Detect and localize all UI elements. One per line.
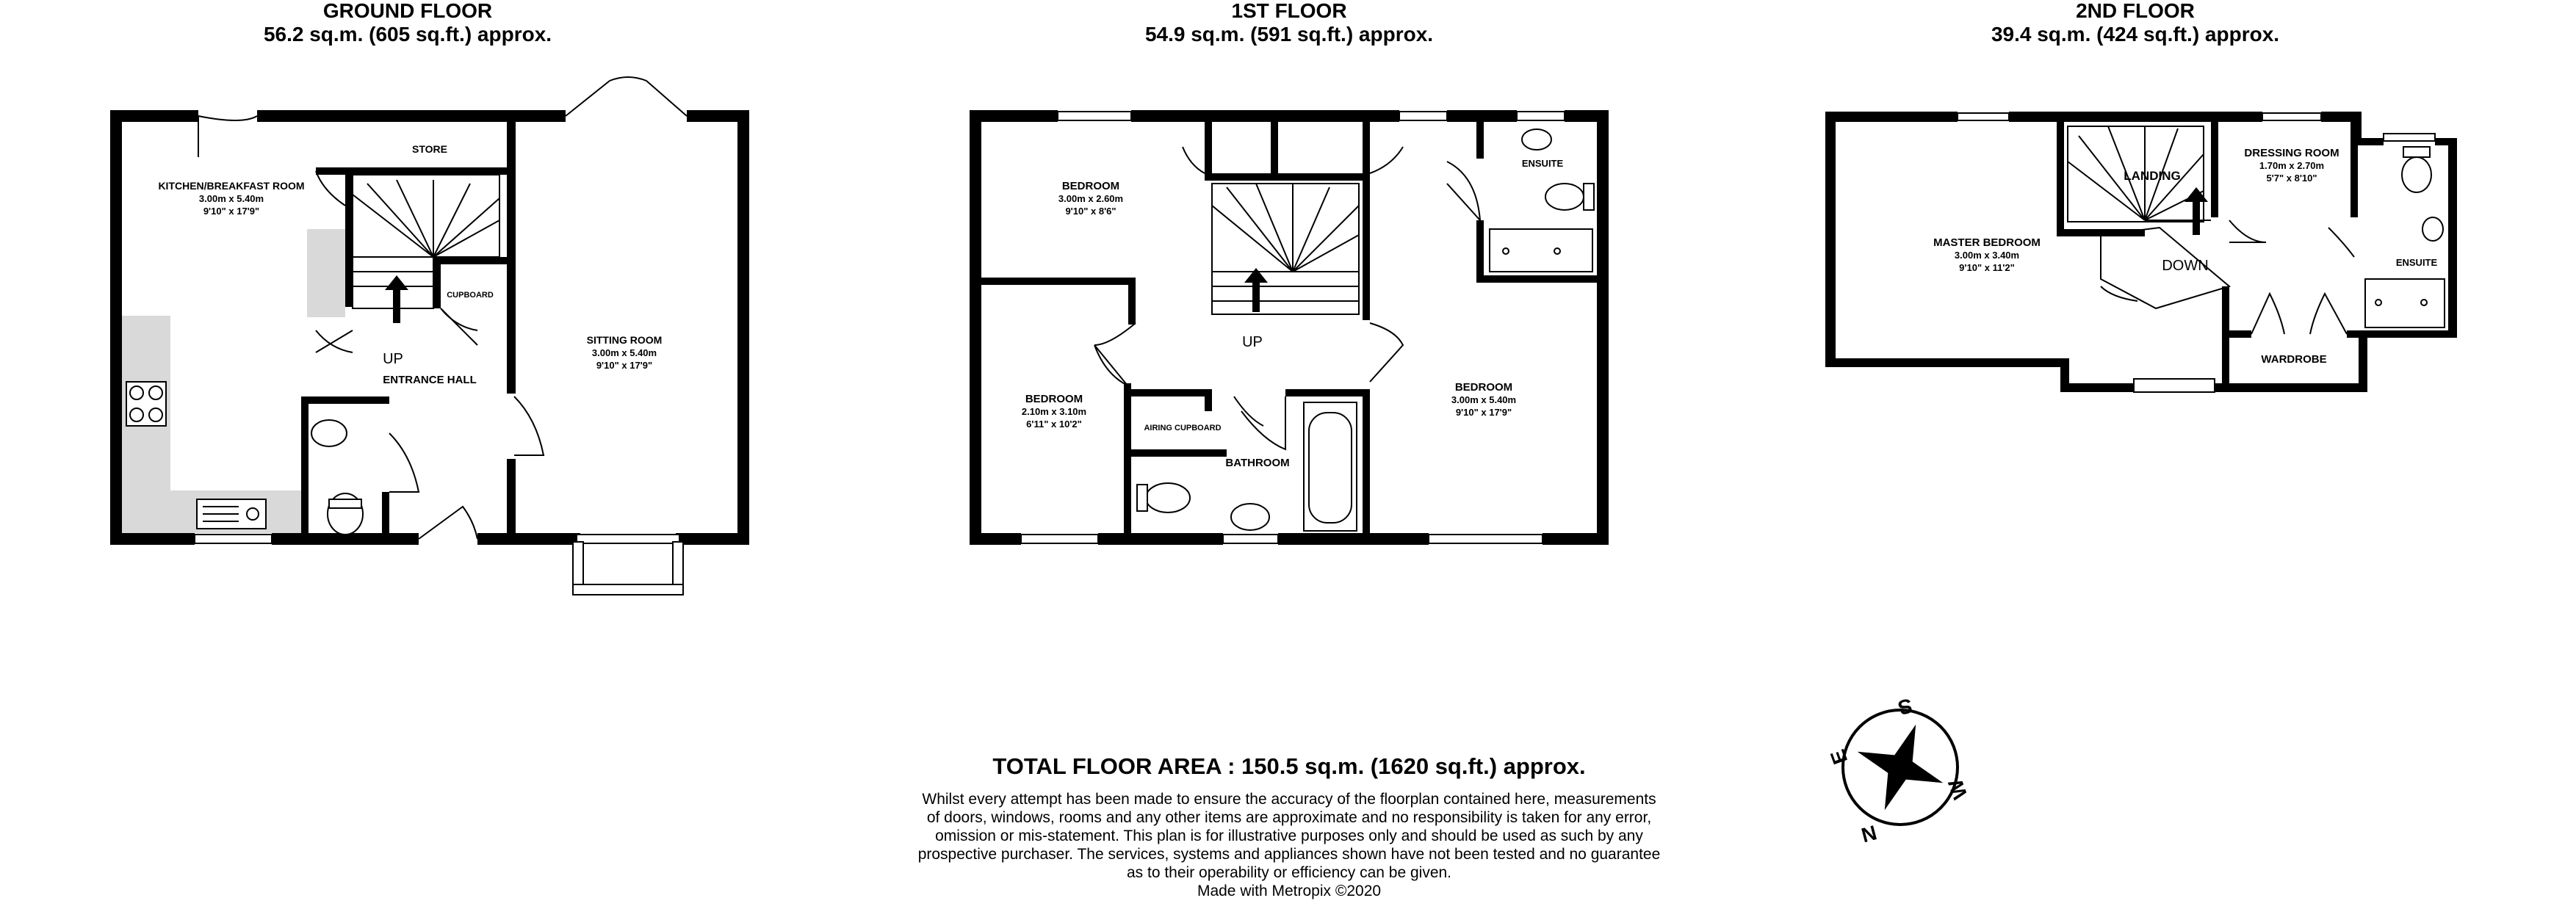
- ground-floor-plan: [110, 77, 749, 595]
- sf-wall-left: [1825, 112, 1836, 367]
- disclaimer-line: of doors, windows, rooms and any other items are approximate and no responsibility is taken for any error,: [926, 809, 1652, 826]
- gf-door-cupboard: [441, 308, 477, 345]
- ff-wall-bed2-right: [1124, 383, 1131, 533]
- gf-wall-wc-left: [301, 396, 309, 533]
- gf-staircase-icon: [353, 175, 499, 323]
- ff-bed1-name: BEDROOM: [1061, 180, 1120, 192]
- ground-floor-area: 56.2 sq.m. (605 sq.ft.) approx.: [263, 23, 552, 46]
- sf-master-imperial: 9'10" x 11'2": [1959, 262, 2015, 273]
- ff-wall-bed1-bottom: [981, 278, 1136, 285]
- gf-wc-fixtures: [311, 420, 363, 535]
- sf-wall-bottom-c: [2215, 383, 2367, 392]
- ff-door-bed3: [1370, 147, 1403, 173]
- ff-bathroom-label: BATHROOM: [1225, 457, 1290, 469]
- ff-wall-bed1-right: [1128, 278, 1136, 325]
- sf-down-label: DOWN: [2162, 258, 2209, 274]
- ff-window-bed1: [1058, 112, 1131, 120]
- sf-window-dressing: [2262, 113, 2321, 120]
- ff-wall-bed1-door: [1205, 122, 1212, 181]
- ff-up-label: UP: [1242, 334, 1263, 350]
- gf-wall-cupboard-left: [433, 257, 441, 308]
- ff-bed2-name: BEDROOM: [1025, 393, 1083, 405]
- kitchen-imperial: 9'10" x 17'9": [203, 206, 260, 217]
- compass-n: N: [1858, 821, 1880, 847]
- gf-wall-sitting-lower: [507, 459, 516, 533]
- ff-wall-stair-right: [1363, 122, 1370, 320]
- ff-bed1-imperial: 9'10" x 8'6": [1065, 206, 1116, 217]
- sitting-imperial: 9'10" x 17'9": [596, 360, 653, 371]
- disclaimer-line: prospective purchaser. The services, systems and appliances shown have not been tested and no guarantee: [917, 846, 1661, 863]
- ff-wall-airing-stub: [1205, 389, 1212, 411]
- ff-wall-bottom-c: [1278, 533, 1429, 545]
- ff-wall-ensuite-bottom: [1476, 275, 1597, 283]
- sf-master-metric: 3.00m x 3.40m: [1954, 250, 2020, 261]
- ff-window-ensuite: [1517, 112, 1565, 120]
- sf-wall-bottom-a: [1825, 358, 2068, 367]
- ff-wall-bottom-b: [1098, 533, 1223, 545]
- gf-french-door-icon: [566, 77, 687, 116]
- ff-bed2-imperial: 6'11" x 10'2": [1026, 419, 1082, 430]
- disclaimer-line: Whilst every attempt has been made to ensure the accuracy of the floorplan contained here, measurements: [922, 791, 1656, 808]
- hob-icon: [126, 382, 166, 426]
- ff-wall-mid: [1271, 122, 1278, 173]
- kitchen-sink-icon: [197, 499, 266, 529]
- sf-wardrobe-doors: [2251, 294, 2347, 334]
- ff-window-bed3: [1429, 535, 1543, 543]
- sf-wall-right: [2448, 138, 2457, 336]
- ff-wall-bath-right: [1363, 389, 1370, 533]
- ff-wall-left: [970, 110, 981, 545]
- second-floor-area: 39.4 sq.m. (424 sq.ft.) approx.: [1991, 23, 2280, 46]
- gf-door-store: [316, 171, 345, 206]
- sitting-metric: 3.00m x 5.40m: [591, 347, 657, 358]
- ff-wall-top-a: [970, 110, 1058, 122]
- ff-wall-ensuite-left2: [1476, 220, 1484, 283]
- sf-landing-label: LANDING: [2124, 169, 2181, 183]
- ff-door-bathroom: [1241, 396, 1285, 449]
- entrance-hall-label: ENTRANCE HALL: [383, 374, 477, 386]
- sf-wall-dressing-right: [2350, 122, 2358, 217]
- gf-wall-sitting-upper: [507, 122, 516, 394]
- ff-bed3-metric: 3.00m x 5.40m: [1451, 394, 1517, 405]
- metropix-credit: Made with Metropix ©2020: [1197, 883, 1382, 899]
- sf-dressing-metric: 1.70m x 2.70m: [2259, 160, 2325, 171]
- ff-ensuite-fixtures: [1490, 129, 1594, 272]
- sf-wall-wardrobe-top-a: [2222, 330, 2251, 338]
- compass-icon: [1826, 694, 1972, 847]
- gf-bay-window: [573, 535, 683, 595]
- disclaimer: [918, 791, 1661, 899]
- gf-wall-stair-left: [345, 175, 353, 307]
- sf-ensuite-fixtures: [2365, 147, 2445, 327]
- ff-wall-airing-top: [1131, 389, 1205, 396]
- first-floor-plan: [970, 110, 1609, 545]
- first-floor-title: 1ST FLOOR: [1231, 0, 1347, 22]
- ff-window-landing: [1399, 112, 1447, 120]
- gf-door-hall: [316, 330, 353, 352]
- ff-wall-bath-top: [1285, 389, 1366, 396]
- second-floor-plan: [1825, 112, 2457, 392]
- sf-door-ensuite: [2328, 228, 2354, 257]
- ff-wall-top-c: [1447, 110, 1517, 122]
- ff-wall-bottom-a: [970, 533, 1021, 545]
- gf-wall-left: [110, 110, 122, 545]
- ff-wall-bottom-d: [1543, 533, 1609, 545]
- ff-bed1-metric: 3.00m x 2.60m: [1058, 193, 1124, 204]
- sf-wall-top-b: [2009, 112, 2262, 122]
- compass-s: S: [1895, 694, 1915, 720]
- sf-wall-bottom-b: [2060, 383, 2134, 392]
- ff-door-bed3b: [1370, 323, 1403, 382]
- sitting-name: SITTING ROOM: [586, 334, 663, 346]
- compass-e: E: [1825, 746, 1852, 767]
- gf-door-kitchen: [198, 116, 257, 157]
- store-label: STORE: [412, 143, 447, 155]
- sf-wall-landing-right: [2211, 122, 2218, 217]
- gf-wall-bottom-a: [110, 533, 195, 545]
- ff-wall-top-b: [1131, 110, 1399, 122]
- gf-door-wc: [389, 433, 419, 492]
- ff-door-bed1: [1183, 147, 1205, 173]
- gf-wall-wc-top: [301, 396, 389, 404]
- gf-wall-right: [737, 110, 749, 545]
- first-floor-area: 54.9 sq.m. (591 sq.ft.) approx.: [1144, 23, 1434, 46]
- ff-wall-ensuite-left: [1476, 122, 1484, 159]
- disclaimer-line: as to their operability or efficiency can be given.: [1126, 864, 1452, 881]
- sf-wall-ensuite-bottom: [2359, 330, 2457, 338]
- kitchen-counter-island: [307, 229, 345, 317]
- sf-wall-top-a: [1825, 112, 1958, 122]
- gf-front-door: [419, 507, 477, 539]
- cupboard-label: CUPBOARD: [447, 291, 494, 300]
- sf-door-dressing: [2229, 220, 2266, 242]
- ff-ensuite-label: ENSUITE: [1521, 158, 1564, 169]
- sf-window-master: [1958, 113, 2009, 120]
- ff-wall-right: [1597, 110, 1609, 545]
- kitchen-metric: 3.00m x 5.40m: [198, 193, 264, 204]
- ff-door-bed2: [1094, 345, 1128, 385]
- gf-window-kitchen: [195, 535, 272, 543]
- gf-wall-bottom-d: [676, 533, 749, 545]
- sf-window-bottom: [2134, 379, 2215, 392]
- sf-window-ensuite: [2384, 134, 2435, 141]
- sf-wall-landing-left: [2057, 122, 2064, 236]
- ff-window-bed2: [1021, 535, 1098, 543]
- kitchen-name: KITCHEN/BREAKFAST ROOM: [158, 180, 305, 192]
- disclaimer-line: omission or mis-statement. This plan is for illustrative purposes only and should be used as such by any: [935, 827, 1643, 844]
- compass-w: W: [1944, 776, 1972, 803]
- ff-wall-airing-bottom: [1131, 449, 1227, 457]
- ff-bed3-name: BEDROOM: [1454, 381, 1513, 394]
- gf-wall-wc-right: [382, 492, 389, 533]
- ff-window-bath: [1223, 535, 1278, 543]
- gf-wall-top-mid: [257, 110, 566, 122]
- gf-wall-bottom-c: [477, 533, 580, 545]
- gf-door-sitting: [514, 396, 544, 455]
- sf-wall-wardrobe-right: [2359, 330, 2367, 392]
- second-floor-header: [1991, 0, 2279, 46]
- ground-floor-title: GROUND FLOOR: [322, 0, 493, 22]
- sf-wall-step2: [2354, 138, 2384, 145]
- ff-bed3-imperial: 9'10" x 17'9": [1455, 407, 1512, 418]
- first-floor-header: [1145, 0, 1433, 46]
- gf-up-label: UP: [383, 351, 403, 367]
- ff-staircase-icon: [1212, 184, 1359, 314]
- gf-wall-top-left: [110, 110, 198, 122]
- ff-bed2-metric: 2.10m x 3.10m: [1021, 406, 1087, 417]
- sf-wardrobe-label: WARDROBE: [2261, 353, 2327, 366]
- second-floor-title: 2ND FLOOR: [2076, 0, 2195, 22]
- total-floor-area: TOTAL FLOOR AREA : 150.5 sq.m. (1620 sq.ft.) approx.: [992, 753, 1586, 779]
- ff-door-bed1b: [1094, 323, 1136, 345]
- sf-ensuite-label: ENSUITE: [2395, 257, 2438, 268]
- ground-floor-header: [264, 0, 552, 46]
- ff-wall-stair-top: [1205, 173, 1370, 181]
- gf-wall-store: [316, 167, 508, 175]
- sf-wall-wardrobe-top-b: [2347, 330, 2362, 338]
- ff-door-ensuite: [1447, 162, 1480, 220]
- ff-airing-label: AIRING CUPBOARD: [1144, 424, 1222, 432]
- sf-dressing-name: DRESSING ROOM: [2244, 147, 2339, 159]
- gf-wall-cupboard-top: [433, 257, 507, 264]
- sf-master-name: MASTER BEDROOM: [1933, 236, 2041, 249]
- sf-dressing-imperial: 5'7" x 8'10": [2266, 173, 2317, 184]
